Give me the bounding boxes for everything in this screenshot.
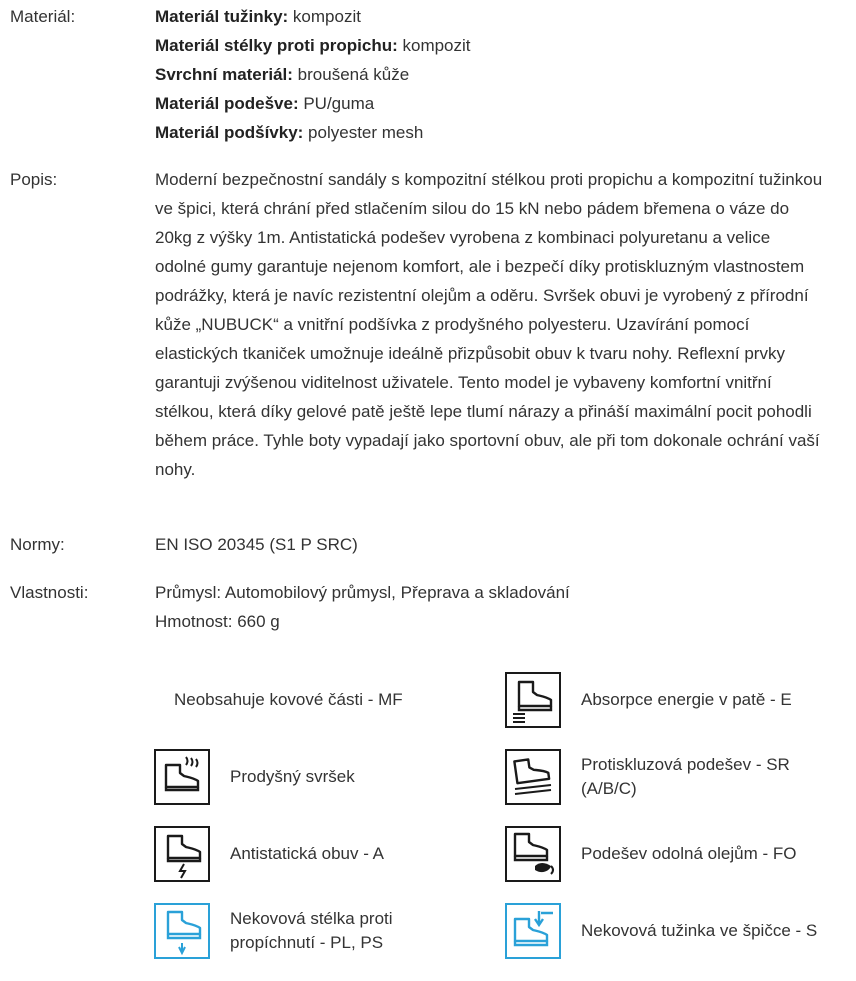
feature-label: Antistatická obuv - A [230,844,385,863]
material-line [155,89,850,118]
material-value: PU/guma [298,94,375,113]
spec-label-material: Materiál: [10,7,76,26]
material-key: Svrchní materiál: [155,65,293,84]
vlastnosti-line: Hmotnost: 660 g [155,612,280,631]
material-line [155,2,850,31]
material-key: Materiál podešve: [155,94,299,113]
material-line [155,118,850,147]
spec-value-material [155,2,850,147]
feature-label: Nekovová stélka proti propíchnutí - PL, PS [230,909,393,952]
material-value: kompozit [397,36,471,55]
oil-resistant-icon [505,826,561,882]
feature-label: Prodyšný svršek [230,767,355,786]
feature-heel-energy [505,672,821,728]
feature-nonmetal-toecap [505,903,821,959]
spec-row-popis [10,165,850,484]
material-key: Materiál podšívky: [155,123,304,142]
spec-row-material [10,2,850,147]
material-line [155,60,850,89]
feature-nonmetal-insole [154,903,470,959]
feature-oil-resistant [505,826,821,882]
spec-label-popis: Popis: [10,170,58,189]
spec-row-normy [10,530,850,559]
breathable-boot-icon [154,749,210,805]
antistatic-boot-icon [154,826,210,882]
feature-no-metal [174,688,474,712]
material-key: Materiál tužinky: [155,7,289,26]
spec-label-normy: Normy: [10,535,65,554]
description-text: Moderní bezpečnostní sandály s kompozitní stélkou proti propichu a kompozitní tužinkou ve špici, která chrání před stlačením silou do 15 kN nebo pádem břemena o váze do 20kg z výšky 1m. Antistatická podešev vyrobena z kombinaci polyuretanu a velice odolné gumy garantuje nejenom komfort, ale i bezpečí díky protiskluzným vlastnostem podrážky, která je navíc rezistentní olejům a oděru. Svršek obuvi je vyrobený z přírodní kůže „NUBUCK“ a vnitřní podšívka z prodyšného polyesteru. Uzavírání pomocí elastických tkaniček umožnuje ideálně přizpůsobit obuv k tvaru nohy. Reflexní prvky garantuji zvýšenou viditelnost uživatele. Tento model je vybaveny komfortní vnitřní stélkou, která díky gelové patě ještě lepe tlumí nárazy a přináší maximální pocit pohodli během práce. Tyhle boty vypadají jako sportovní obuv, ale při tom dokonale ochrání vaší nohy. [155,170,823,479]
spec-value-vlastnosti [155,578,850,636]
material-value: kompozit [288,7,361,26]
feature-slip-resistant [505,749,821,805]
nonmetal-insole-icon [154,903,210,959]
material-key: Materiál stélky proti propichu: [155,36,398,55]
spec-row-vlastnosti [10,578,850,636]
spec-value-popis [155,165,850,484]
nonmetal-toecap-icon [505,903,561,959]
feature-breathable [154,749,470,805]
material-value: broušená kůže [292,65,410,84]
heel-energy-icon [505,672,561,728]
spec-value-normy: EN ISO 20345 (S1 P SRC) [155,535,358,554]
feature-label: Podešev odolná olejům - FO [581,844,797,863]
feature-label: Neobsahuje kovové části - MF [174,690,403,709]
material-line [155,31,850,60]
spec-label-vlastnosti: Vlastnosti: [10,583,89,602]
vlastnosti-line: Průmysl: Automobilový průmysl, Přeprava a skladování [155,583,570,602]
feature-label: Absorpce energie v patě - E [581,690,792,709]
material-value: polyester mesh [303,123,424,142]
feature-label: Protiskluzová podešev - SR (A/B/C) [581,755,790,798]
feature-label: Nekovová tužinka ve špičce - S [581,921,818,940]
slip-resistant-icon [505,749,561,805]
feature-antistatic [154,826,470,882]
